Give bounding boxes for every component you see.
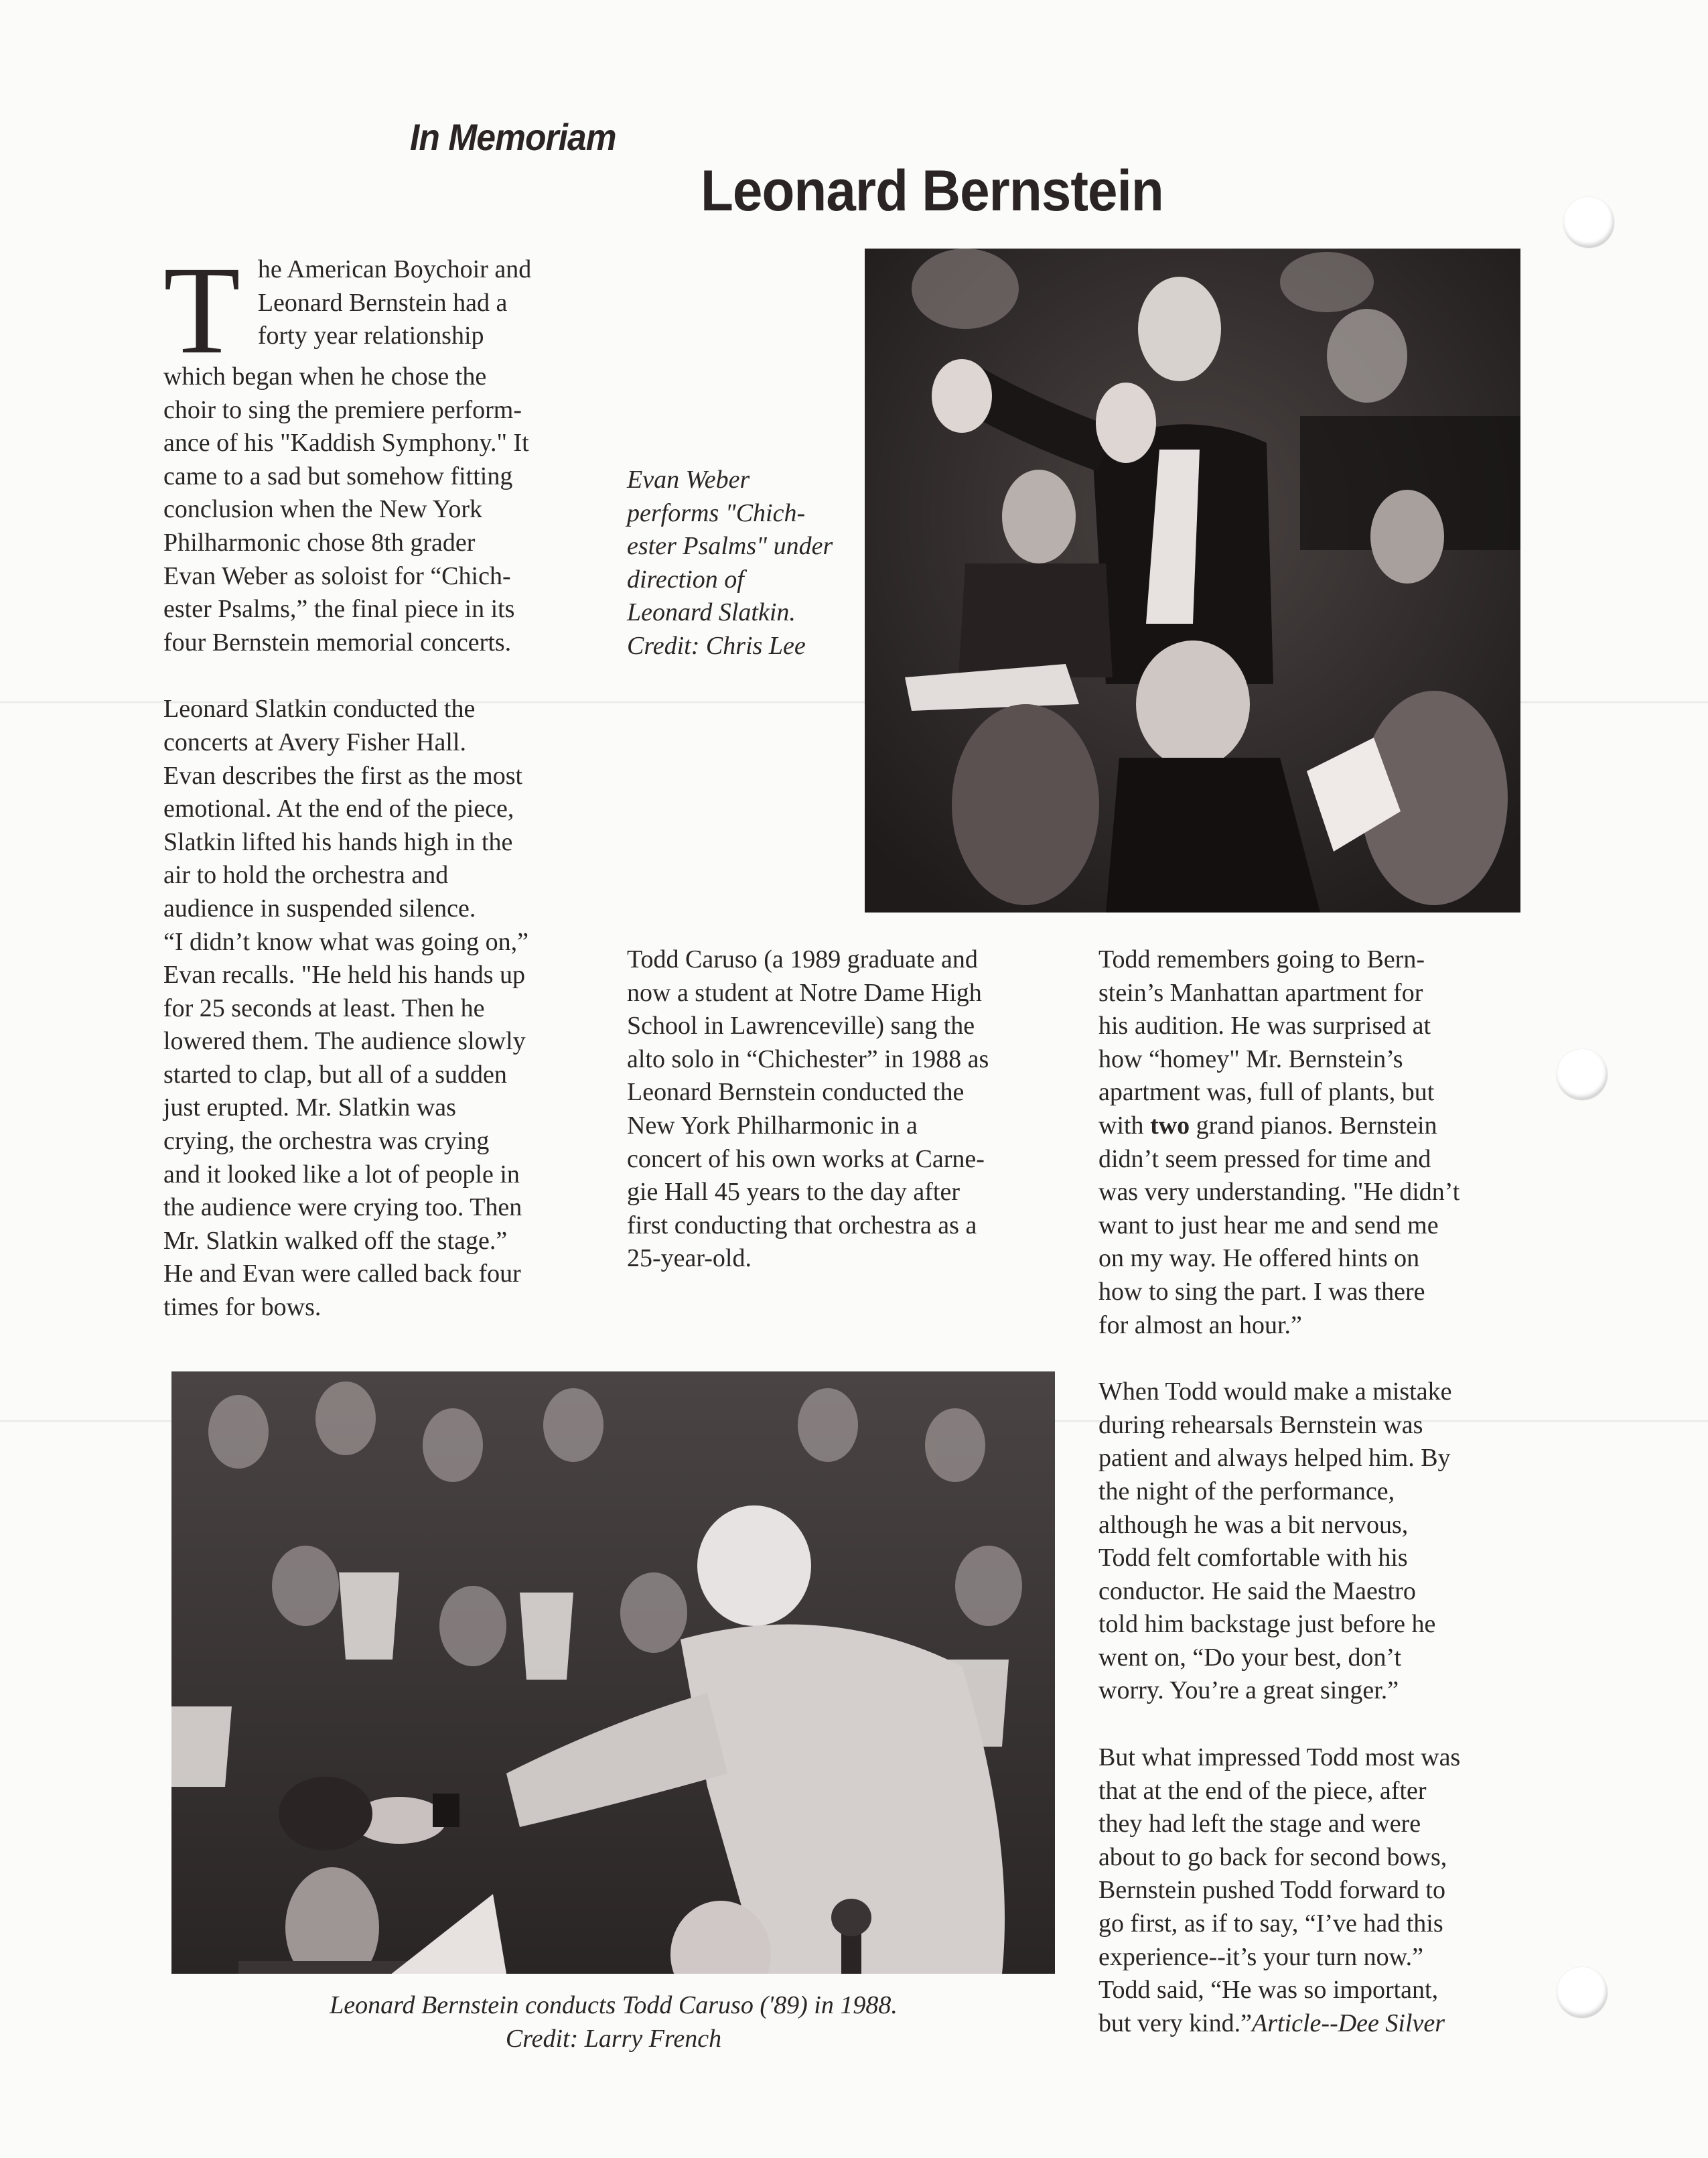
text-run: grand pianos. Bernstein didn’t seem pressed for time and was very understanding. "He didn’t want to just hear me and send me on my way. He offered hints on how to sing the part. I was there for almost an hour.”: [1098, 1111, 1460, 1339]
photo-slatkin-conducting-evan-weber: [865, 249, 1520, 913]
photo-image: [865, 249, 1520, 913]
photo-image: [171, 1371, 1055, 1974]
text-run: Todd remembers going to Bern- stein’s Manhattan apartment for his audition. He was surprised at how “homey" Mr. Bernstein’s apartment was, full of plants, but with: [1098, 945, 1435, 1140]
paragraph: [1098, 943, 1554, 1342]
section-kicker: In Memoriam: [410, 116, 616, 158]
paragraph: Leonard Slatkin conducted the concerts at Avery Fisher Hall. Evan describes the first as the most emotional. At the end of the piece, Slatkin lifted his hands high in the air to hold the orchestra and audience in suspended silence. “I didn’t know what was going on,” Evan recalls. "He held his hands up for 25 seconds at least. Then he lowered them. The audience slowly started to clap, but all of a sudden just erupted. Mr. Slatkin was crying, the orchestra was crying and it looked like a lot of people in the audience were crying too. Then Mr. Slatkin walked off the stage.” He and Evan were called back four times for bows.: [163, 695, 528, 1322]
drop-cap: T: [163, 240, 240, 380]
emphasis-two: two: [1150, 1111, 1190, 1140]
article-headline: Leonard Bernstein: [701, 159, 1163, 223]
caption-credit: Credit: Larry French: [505, 2025, 722, 2053]
article-column-2: [627, 943, 1069, 1276]
bottom-photo-caption: [171, 1988, 1056, 2055]
punch-hole: [1557, 1049, 1608, 1100]
caption-line: Leonard Bernstein conducts Todd Caruso ('89) in 1988.: [330, 1991, 898, 2019]
paragraph: [1098, 1741, 1554, 2040]
top-photo-caption: Evan Weber performs "Chich- ester Psalms" under direction of Leonard Slatkin. Credit: Chris Lee: [627, 466, 833, 660]
paragraph: which began when he chose the choir to sing the premiere perform- ance of his "Kaddish Symphony." It came to a sad but somehow fitting conclusion when the New York Philharmonic chose 8th grader Evan Weber as soloist for “Chich- ester Psalms,” the final piece in its four Bernstein memorial concerts.: [163, 362, 529, 657]
article-column-3: [1098, 943, 1554, 2040]
article-column-1: [163, 240, 606, 1325]
text-run: But what impressed Todd most was that at the end of the piece, after they had left the stage and were about to go back for second bows, Bernstein pushed Todd forward to go first, as if to say, “I’ve had this experience--it’s your turn now.” Todd said, “He was so important, but very kind.”: [1098, 1743, 1461, 2037]
photo-bernstein-conducting-todd-caruso: [171, 1371, 1055, 1974]
paragraph-lead: he American Boychoir and Leonard Bernstein had a forty year relationship: [257, 255, 532, 350]
paragraph: Todd Caruso (a 1989 graduate and now a student at Notre Dame High School in Lawrenceville) sang the alto solo in “Chichester” in 1988 as Leonard Bernstein conducted the New York Philharmonic in a concert of his own works at Carne- gie Hall 45 years to the day after first conducting that orchestra as a 25-year-old.: [627, 945, 989, 1273]
article-byline: Article--Dee Silver: [1252, 2009, 1445, 2037]
paragraph: When Todd would make a mistake during rehearsals Bernstein was patient and always helped him. By the night of the performance, although he was a bit nervous, Todd felt comfortable with his conductor. He said the Maestro told him backstage just before he went on, “Do your best, don’t worry. You’re a great singer.”: [1098, 1377, 1452, 1705]
punch-hole: [1563, 197, 1614, 248]
punch-hole: [1557, 1967, 1608, 2018]
